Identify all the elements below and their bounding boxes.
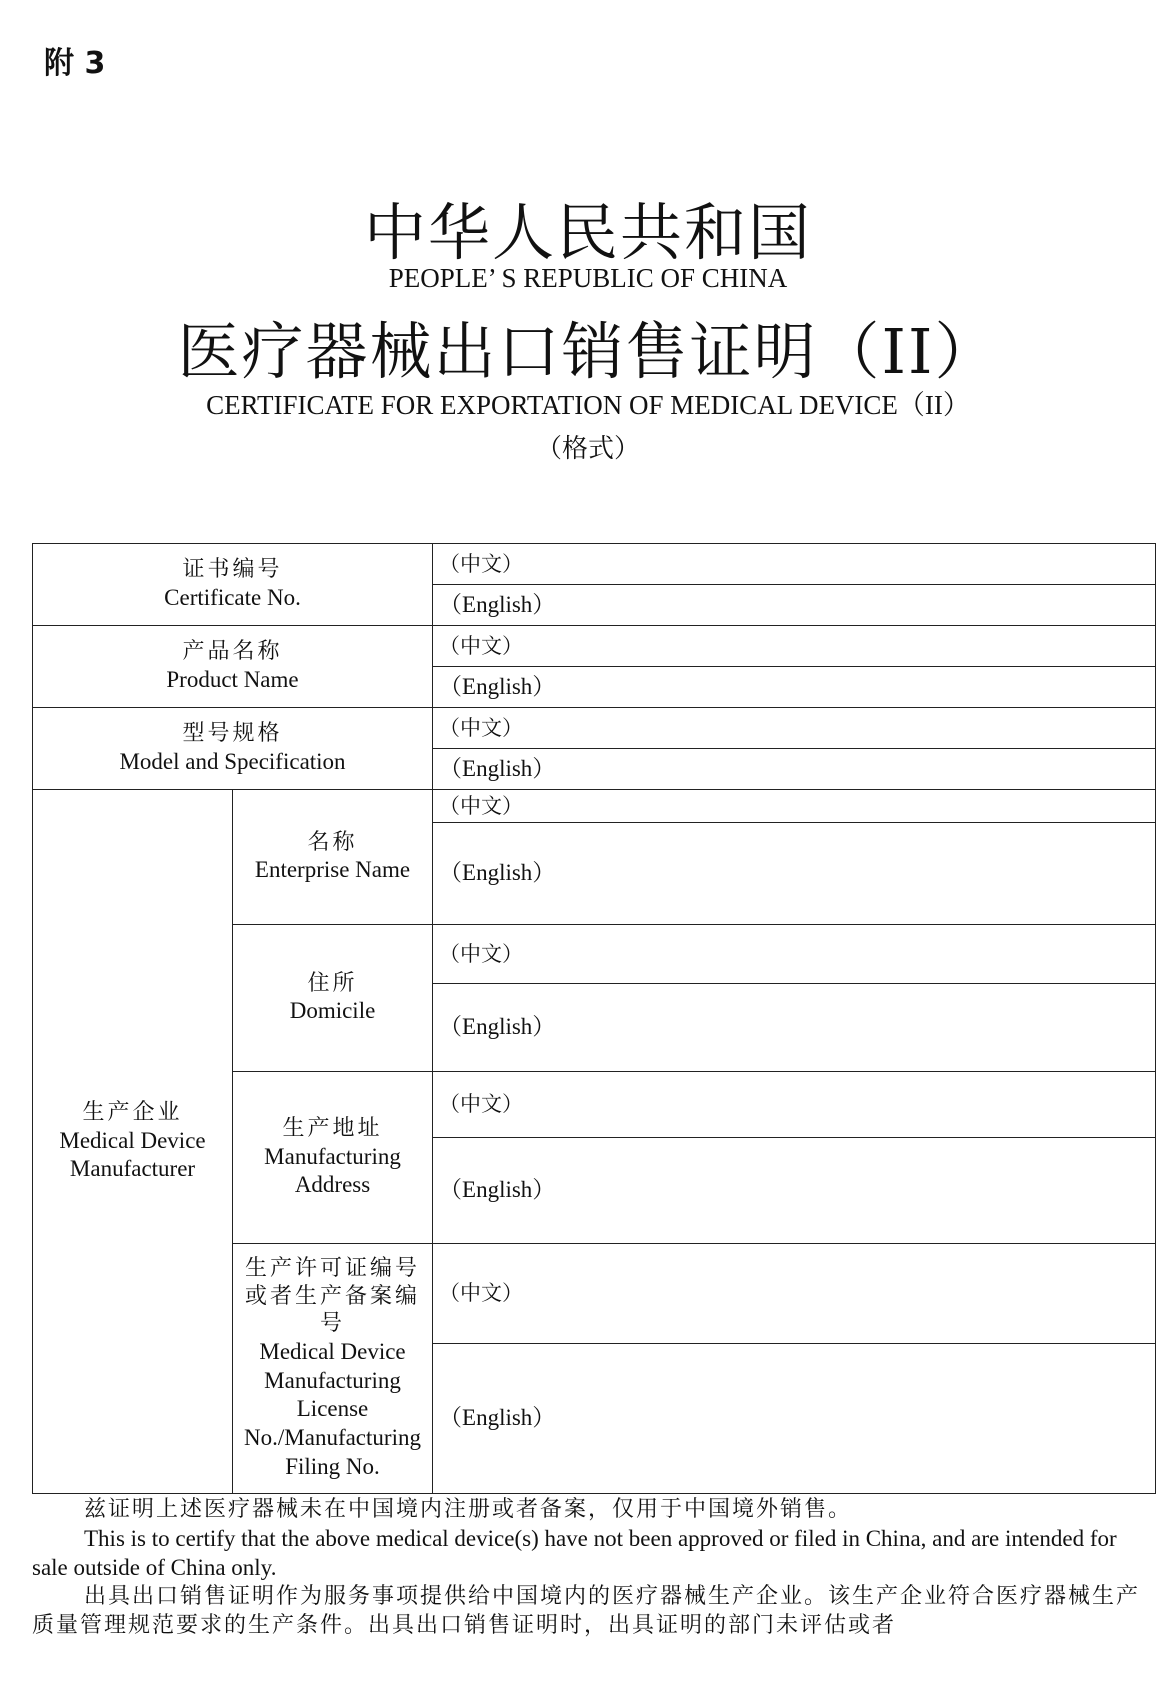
field-placeholder-cn: （中文） xyxy=(439,551,524,576)
cert-no-label xyxy=(33,544,433,626)
mfg-address-label-cn: 生产地址 xyxy=(282,1116,383,1141)
domicile-en-field[interactable] xyxy=(433,984,1156,1072)
certificate-title-cn: 医疗器械出口销售证明（II） xyxy=(177,315,999,388)
enterprise-name-label xyxy=(233,790,433,925)
cert-no-label-en: Certificate No. xyxy=(164,584,301,610)
field-placeholder-en: （English） xyxy=(439,673,556,699)
manufacturer-label-en: Medical Device Manufacturer xyxy=(59,1127,206,1182)
field-placeholder-en: （English） xyxy=(439,860,556,886)
model-label xyxy=(33,708,433,790)
mfg-address-cn-field[interactable] xyxy=(433,1072,1156,1138)
product-name-en-field[interactable] xyxy=(433,667,1156,708)
enterprise-name-en-field[interactable] xyxy=(433,823,1156,925)
cert-no-label-cn: 证书编号 xyxy=(182,557,283,583)
model-en-field[interactable] xyxy=(433,749,1156,790)
certification-statement xyxy=(32,1495,1155,1640)
enterprise-name-cn-field[interactable] xyxy=(433,790,1156,823)
field-placeholder-en: （English） xyxy=(439,1405,556,1431)
field-placeholder-cn: （中文） xyxy=(439,1281,524,1306)
enterprise-name-label-cn: 名称 xyxy=(307,829,358,855)
domicile-label xyxy=(233,925,433,1072)
manufacturer-label xyxy=(33,790,233,1494)
cert-no-cn-field[interactable] xyxy=(433,544,1156,585)
certificate-title-en: CERTIFICATE FOR EXPORTATION OF MEDICAL DEVICE（II） xyxy=(206,390,970,420)
country-title-en: PEOPLE’ S REPUBLIC OF CHINA xyxy=(388,263,788,293)
field-placeholder-en: （English） xyxy=(439,591,556,617)
domicile-label-en: Domicile xyxy=(289,998,376,1024)
field-placeholder-cn: （中文） xyxy=(439,941,524,966)
license-cn-field[interactable] xyxy=(433,1244,1156,1344)
statement-p1-en: This is to certify that the above medical device(s) have not been approved or filed in China, and are intended for sale outside of China only. xyxy=(32,1526,1117,1580)
product-name-label-en: Product Name xyxy=(166,666,299,692)
mfg-address-en-field[interactable] xyxy=(433,1138,1156,1244)
cert-no-en-field[interactable] xyxy=(433,585,1156,626)
domicile-cn-field[interactable] xyxy=(433,925,1156,984)
field-placeholder-en: （English） xyxy=(439,1014,556,1040)
statement-p1-cn: 兹证明上述医疗器械未在中国境内注册或者备案，仅用于中国境外销售。 xyxy=(84,1497,853,1522)
license-en-field[interactable] xyxy=(433,1344,1156,1494)
annex-label: 附 3 xyxy=(44,46,106,81)
format-note: （格式） xyxy=(535,434,640,464)
license-label-en: Medical Device Manufacturing License No./Manufacturing Filing No. xyxy=(244,1338,421,1479)
field-placeholder-cn: （中文） xyxy=(439,715,524,740)
domicile-label-cn: 住所 xyxy=(307,970,358,996)
field-placeholder-cn: （中文） xyxy=(439,1092,524,1117)
enterprise-name-label-en: Enterprise Name xyxy=(254,857,411,883)
license-label-cn: 生产许可证编号或者生产备案编号 xyxy=(245,1256,421,1337)
license-label xyxy=(233,1244,433,1494)
field-placeholder-cn: （中文） xyxy=(439,633,524,658)
field-placeholder-cn: （中文） xyxy=(439,793,524,818)
mfg-address-label xyxy=(233,1072,433,1244)
field-placeholder-en: （English） xyxy=(439,755,556,781)
model-label-en: Model and Specification xyxy=(119,748,346,774)
model-cn-field[interactable] xyxy=(433,708,1156,749)
country-title-cn: 中华人民共和国 xyxy=(363,196,812,269)
product-name-cn-field[interactable] xyxy=(433,626,1156,667)
manufacturer-label-cn: 生产企业 xyxy=(82,1100,183,1125)
model-label-cn: 型号规格 xyxy=(182,721,283,747)
mfg-address-label-en: Manufacturing Address xyxy=(264,1143,401,1198)
certificate-table xyxy=(32,543,1156,1494)
field-placeholder-en: （English） xyxy=(439,1177,556,1203)
statement-p2-cn: 出具出口销售证明作为服务事项提供给中国境内的医疗器械生产企业。该生产企业符合医疗器械生产质量管理规范要求的生产条件。出具出口销售证明时，出具证明的部门未评估或者 xyxy=(32,1584,1141,1638)
product-name-label-cn: 产品名称 xyxy=(182,639,283,665)
product-name-label xyxy=(33,626,433,708)
